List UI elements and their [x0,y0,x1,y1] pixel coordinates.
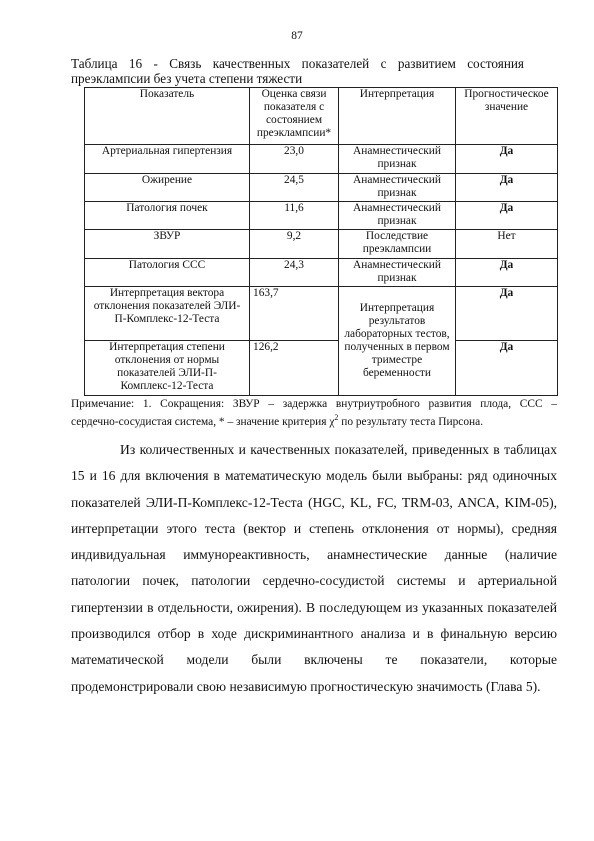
header-interpretation: Интерпретация [339,88,456,145]
note-line-2-post: по результату теста Пирсона. [338,415,484,428]
cell-interpretation: Последствие преэклампсии [339,230,456,259]
table-row [85,341,558,396]
table-header-row [85,88,558,145]
note-line-2-pre: сердечно-сосудистая система, * – значение критерия χ [71,415,335,428]
table-note [71,398,557,429]
cell-indicator: Интерпретация степени отклонения от нормы показателей ЭЛИ-П-Комплекс-12-Теста [85,341,250,396]
cell-indicator: Интерпретация вектора отклонения показателей ЭЛИ-П-Комплекс-12-Теста [85,287,250,341]
table-row [85,259,558,287]
note-line-2 [71,413,484,428]
table-row [85,287,558,341]
cell-indicator: Патология ССС [85,259,250,287]
note-superscript: 2 [334,413,339,422]
cell-score: 9,2 [250,230,339,259]
caption-line-2: преэклампсии без учета степени тяжести [71,71,303,86]
table-row [85,145,558,174]
body-paragraph: Из количественных и качественных показателей, приведенных в таблицах 15 и 16 для включения в математическую модель были выбраны: ряд одиночных показателей ЭЛИ-П-Комплекс-12-Теста (HGC, KL, FC, TRM-03, ANCA, KIM-05), интерпретации этого теста (вектор и степень отклонения от нормы), средняя индивидуальная иммунореактивность, анамнестические данные (наличие патологии почек, патологии сердечно-сосудистой системы и артериальной гипертензии в отдельности, ожирения). В последующем из указанных показателей производился отбор в ходе дискриминантного анализа и в финальную версию математической модели были включены те показатели, которые продемонстрировали свою независимую прогностическую значимость (Глава 5). [71,442,557,694]
cell-score: 23,0 [250,145,339,174]
header-score: Оценка связи показателя с состоянием преэклампсии* [250,88,339,145]
cell-value: Да [456,174,558,202]
cell-value: Да [456,341,558,396]
caption-line-1: Таблица 16 - Связь качественных показателей с развитием состояния [71,56,524,71]
header-indicator: Показатель [85,88,250,145]
cell-score: 24,3 [250,259,339,287]
cell-value: Нет [456,230,558,259]
cell-score: 24,5 [250,174,339,202]
cell-indicator: Ожирение [85,174,250,202]
data-table [84,87,558,396]
header-value: Прогностическое значение [456,88,558,145]
cell-merged-interpretation: Интерпретация результатов лабораторных тестов, полученных в первом триместре беременности [339,287,456,396]
table-row [85,230,558,259]
cell-interpretation: Анамнестический признак [339,174,456,202]
cell-interpretation: Анамнестический признак [339,202,456,230]
table-caption [71,56,524,86]
cell-value: Да [456,202,558,230]
page-number: 87 [291,30,303,42]
cell-score: 126,2 [250,341,339,396]
cell-interpretation: Анамнестический признак [339,259,456,287]
note-line-1: Примечание: 1. Сокращения: ЗВУР – задержка внутриутробного развития плода, ССС – [71,398,557,410]
cell-indicator: ЗВУР [85,230,250,259]
cell-score: 11,6 [250,202,339,230]
table-row [85,202,558,230]
cell-value: Да [456,287,558,341]
cell-indicator: Артериальная гипертензия [85,145,250,174]
cell-interpretation: Анамнестический признак [339,145,456,174]
table-row [85,174,558,202]
cell-value: Да [456,145,558,174]
cell-indicator: Патология почек [85,202,250,230]
cell-value: Да [456,259,558,287]
cell-score: 163,7 [250,287,339,341]
